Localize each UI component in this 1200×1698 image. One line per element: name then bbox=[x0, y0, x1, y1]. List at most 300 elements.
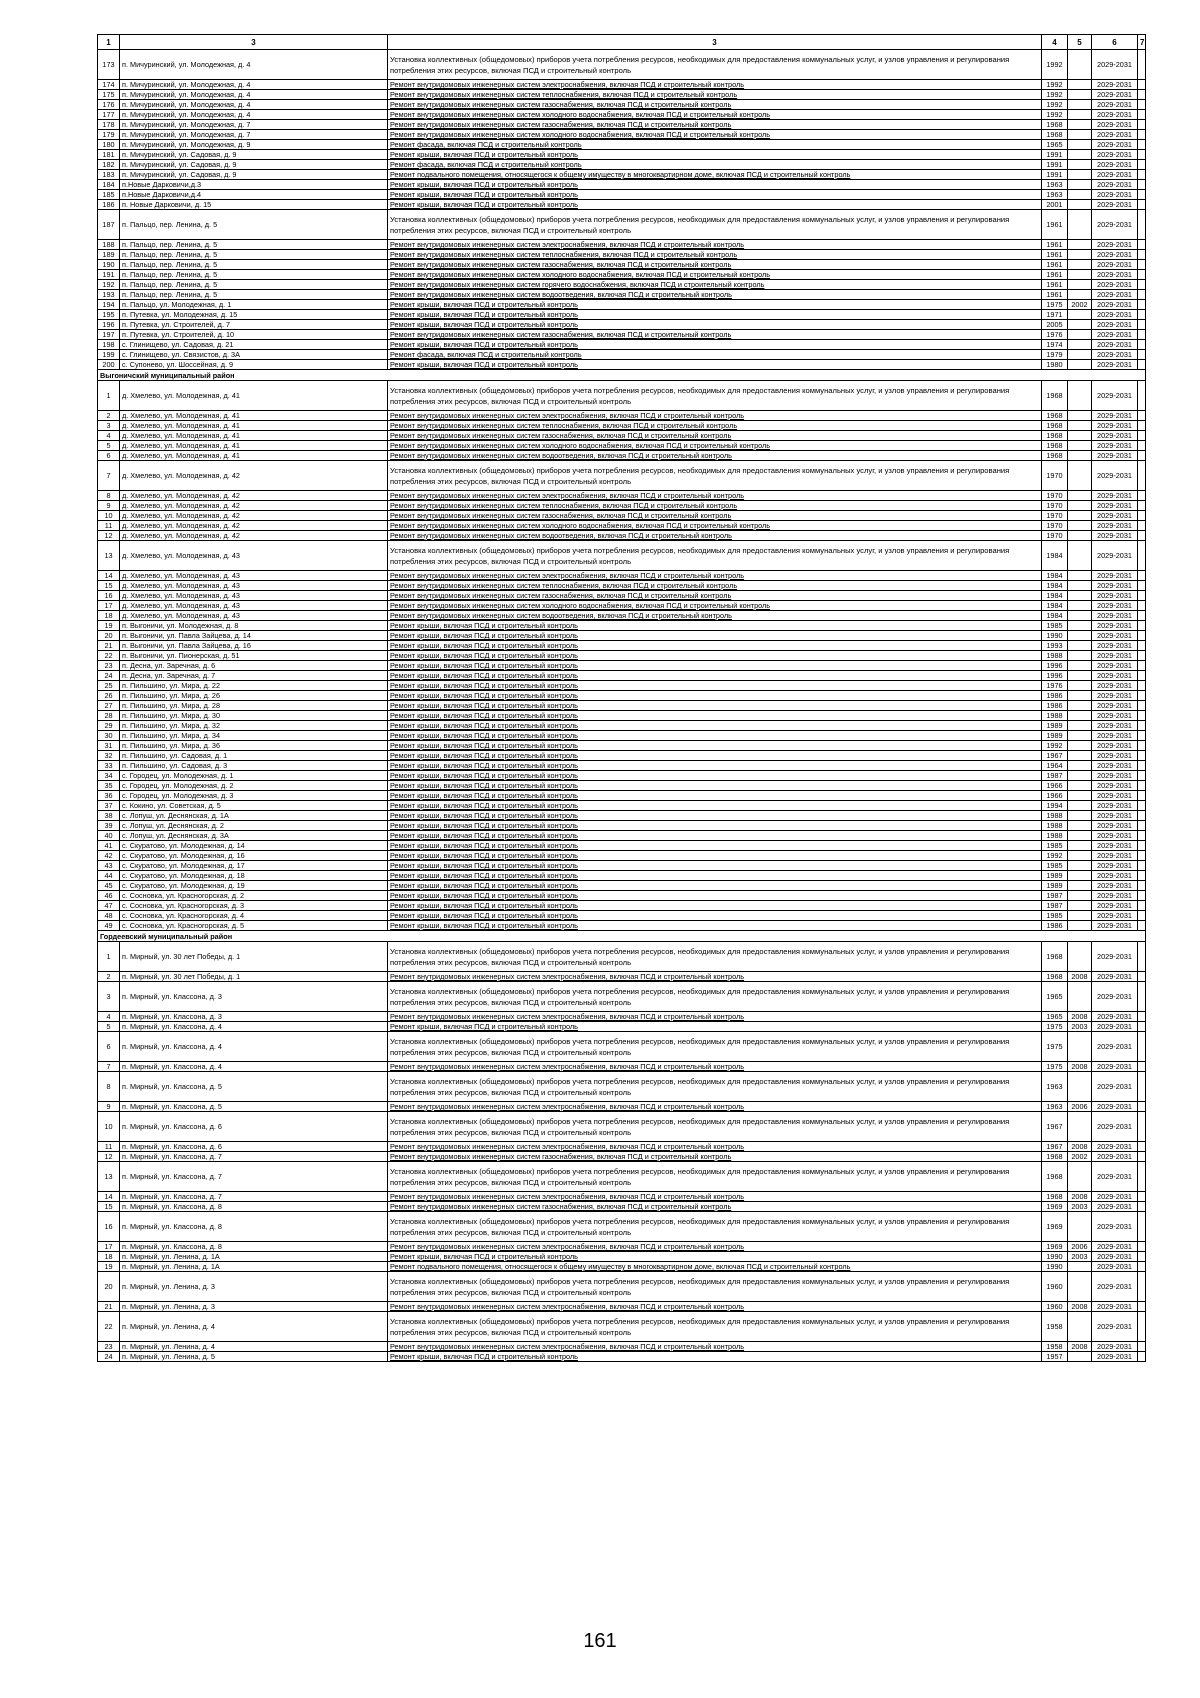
table-row bbox=[98, 821, 1146, 831]
table-row bbox=[98, 1262, 1146, 1272]
row-work-type: Ремонт крыши, включая ПСД и строительный контроль bbox=[388, 1022, 1042, 1032]
row-number: 198 bbox=[98, 340, 120, 350]
row-planned-period: 2029-2031 bbox=[1092, 210, 1138, 240]
row-work-type: Ремонт крыши, включая ПСД и строительный контроль bbox=[388, 701, 1042, 711]
row-address: п. Пильшино, ул. Мира, д. 34 bbox=[120, 731, 388, 741]
row-extra bbox=[1138, 1212, 1146, 1242]
row-last-repair-year: 2008 bbox=[1068, 1302, 1092, 1312]
row-planned-period: 2029-2031 bbox=[1092, 350, 1138, 360]
row-number: 13 bbox=[98, 1162, 120, 1192]
row-planned-period: 2029-2031 bbox=[1092, 921, 1138, 931]
row-number: 173 bbox=[98, 50, 120, 80]
row-planned-period: 2029-2031 bbox=[1092, 811, 1138, 821]
row-number: 195 bbox=[98, 310, 120, 320]
row-extra bbox=[1138, 691, 1146, 701]
row-extra bbox=[1138, 701, 1146, 711]
row-number: 17 bbox=[98, 601, 120, 611]
row-number: 21 bbox=[98, 641, 120, 651]
row-extra bbox=[1138, 611, 1146, 621]
row-last-repair-year bbox=[1068, 250, 1092, 260]
table-row bbox=[98, 972, 1146, 982]
row-number: 14 bbox=[98, 1192, 120, 1202]
row-extra bbox=[1138, 360, 1146, 370]
row-last-repair-year bbox=[1068, 1032, 1092, 1062]
row-last-repair-year bbox=[1068, 811, 1092, 821]
row-last-repair-year bbox=[1068, 290, 1092, 300]
row-planned-period: 2029-2031 bbox=[1092, 360, 1138, 370]
table-row bbox=[98, 130, 1146, 140]
table-row bbox=[98, 110, 1146, 120]
district-name: Выгоничский муниципальный район bbox=[98, 370, 1146, 381]
row-planned-period: 2029-2031 bbox=[1092, 340, 1138, 350]
row-work-type: Ремонт внутридомовых инженерных систем теплоснабжения, включая ПСД и строительный контроль bbox=[388, 421, 1042, 431]
row-planned-period: 2029-2031 bbox=[1092, 841, 1138, 851]
row-last-repair-year bbox=[1068, 160, 1092, 170]
row-last-repair-year bbox=[1068, 661, 1092, 671]
row-extra bbox=[1138, 1032, 1146, 1062]
row-last-repair-year bbox=[1068, 421, 1092, 431]
row-planned-period: 2029-2031 bbox=[1092, 1342, 1138, 1352]
row-number: 186 bbox=[98, 200, 120, 210]
row-build-year: 1960 bbox=[1042, 1302, 1068, 1312]
row-extra bbox=[1138, 911, 1146, 921]
row-planned-period: 2029-2031 bbox=[1092, 250, 1138, 260]
table-row bbox=[98, 881, 1146, 891]
row-planned-period: 2029-2031 bbox=[1092, 871, 1138, 881]
row-planned-period: 2029-2031 bbox=[1092, 300, 1138, 310]
row-build-year: 1968 bbox=[1042, 942, 1068, 972]
row-work-type: Ремонт внутридомовых инженерных систем электроснабжения, включая ПСД и строительный контроль bbox=[388, 80, 1042, 90]
row-last-repair-year bbox=[1068, 891, 1092, 901]
row-last-repair-year bbox=[1068, 982, 1092, 1012]
row-last-repair-year bbox=[1068, 130, 1092, 140]
row-address: п. Выгоничи, ул. Павла Зайцева, д. 16 bbox=[120, 641, 388, 651]
row-address: с. Супонево, ул. Шоссейная, д. 9 bbox=[120, 360, 388, 370]
row-number: 181 bbox=[98, 150, 120, 160]
row-work-type: Ремонт внутридомовых инженерных систем электроснабжения, включая ПСД и строительный контроль bbox=[388, 240, 1042, 250]
row-build-year: 1975 bbox=[1042, 300, 1068, 310]
row-work-type: Ремонт внутридомовых инженерных систем теплоснабжения, включая ПСД и строительный контроль bbox=[388, 250, 1042, 260]
table-row bbox=[98, 421, 1146, 431]
row-extra bbox=[1138, 461, 1146, 491]
row-address: п. Мичуринский, ул. Молодежная, д. 4 bbox=[120, 100, 388, 110]
row-planned-period: 2029-2031 bbox=[1092, 1212, 1138, 1242]
row-work-type: Ремонт крыши, включая ПСД и строительный контроль bbox=[388, 921, 1042, 931]
row-last-repair-year bbox=[1068, 330, 1092, 340]
row-extra bbox=[1138, 881, 1146, 891]
row-work-type: Ремонт крыши, включая ПСД и строительный контроль bbox=[388, 721, 1042, 731]
table-row bbox=[98, 320, 1146, 330]
row-build-year: 1975 bbox=[1042, 1062, 1068, 1072]
row-build-year: 1984 bbox=[1042, 541, 1068, 571]
row-extra bbox=[1138, 170, 1146, 180]
header-cell: 4 bbox=[1042, 35, 1068, 50]
row-last-repair-year bbox=[1068, 461, 1092, 491]
row-build-year: 1968 bbox=[1042, 431, 1068, 441]
table-row bbox=[98, 1202, 1146, 1212]
row-last-repair-year bbox=[1068, 942, 1092, 972]
row-planned-period: 2029-2031 bbox=[1092, 571, 1138, 581]
row-work-type: Ремонт крыши, включая ПСД и строительный контроль bbox=[388, 891, 1042, 901]
row-work-type: Установка коллективных (общедомовых) приборов учета потребления ресурсов, необходимых для предоставления коммунальных услуг, и узлов управления и регулирования потребления этих ресурсов, включая ПСД и строительный контроль bbox=[388, 50, 1042, 80]
table-row bbox=[98, 1012, 1146, 1022]
row-last-repair-year bbox=[1068, 441, 1092, 451]
row-address: д. Хмелево, ул. Молодежная, д. 43 bbox=[120, 591, 388, 601]
row-last-repair-year bbox=[1068, 781, 1092, 791]
table-row bbox=[98, 461, 1146, 491]
row-extra bbox=[1138, 240, 1146, 250]
page-number: 161 bbox=[583, 1630, 617, 1652]
table-row bbox=[98, 521, 1146, 531]
row-number: 2 bbox=[98, 411, 120, 421]
row-build-year: 1979 bbox=[1042, 350, 1068, 360]
header-cell: 5 bbox=[1068, 35, 1092, 50]
row-build-year: 1987 bbox=[1042, 901, 1068, 911]
row-planned-period: 2029-2031 bbox=[1092, 972, 1138, 982]
row-build-year: 1986 bbox=[1042, 701, 1068, 711]
row-address: п. Мирный, ул. Классона, д. 8 bbox=[120, 1202, 388, 1212]
row-address: п. Путевка, ул. Строителей, д. 7 bbox=[120, 320, 388, 330]
row-build-year: 1984 bbox=[1042, 571, 1068, 581]
row-build-year: 1968 bbox=[1042, 1162, 1068, 1192]
row-address: п. Пальцо, пер. Ленина, д. 5 bbox=[120, 280, 388, 290]
row-build-year: 1992 bbox=[1042, 50, 1068, 80]
row-last-repair-year bbox=[1068, 190, 1092, 200]
row-build-year: 1968 bbox=[1042, 1192, 1068, 1202]
row-build-year: 1984 bbox=[1042, 611, 1068, 621]
row-planned-period: 2029-2031 bbox=[1092, 240, 1138, 250]
row-number: 3 bbox=[98, 982, 120, 1012]
row-work-type: Ремонт внутридомовых инженерных систем теплоснабжения, включая ПСД и строительный контроль bbox=[388, 581, 1042, 591]
table-row bbox=[98, 631, 1146, 641]
row-work-type: Ремонт крыши, включая ПСД и строительный контроль bbox=[388, 911, 1042, 921]
table-row bbox=[98, 1272, 1146, 1302]
row-number: 17 bbox=[98, 1242, 120, 1252]
row-number: 2 bbox=[98, 972, 120, 982]
row-build-year: 1975 bbox=[1042, 1032, 1068, 1062]
row-last-repair-year bbox=[1068, 350, 1092, 360]
row-extra bbox=[1138, 1102, 1146, 1112]
row-build-year: 1967 bbox=[1042, 1142, 1068, 1152]
table-row bbox=[98, 581, 1146, 591]
row-work-type: Ремонт внутридомовых инженерных систем электроснабжения, включая ПСД и строительный контроль bbox=[388, 1062, 1042, 1072]
row-number: 16 bbox=[98, 591, 120, 601]
row-build-year: 1970 bbox=[1042, 491, 1068, 501]
table-row bbox=[98, 330, 1146, 340]
row-extra bbox=[1138, 80, 1146, 90]
row-extra bbox=[1138, 791, 1146, 801]
row-build-year: 1974 bbox=[1042, 340, 1068, 350]
row-last-repair-year bbox=[1068, 511, 1092, 521]
table-row bbox=[98, 1022, 1146, 1032]
row-work-type: Ремонт внутридомовых инженерных систем газоснабжения, включая ПСД и строительный контроль bbox=[388, 100, 1042, 110]
row-last-repair-year bbox=[1068, 90, 1092, 100]
row-address: д. Хмелево, ул. Молодежная, д. 43 bbox=[120, 541, 388, 571]
row-last-repair-year bbox=[1068, 691, 1092, 701]
row-address: п. Мирный, ул. Ленина, д. 1А bbox=[120, 1252, 388, 1262]
table-row bbox=[98, 641, 1146, 651]
row-planned-period: 2029-2031 bbox=[1092, 761, 1138, 771]
row-build-year: 1990 bbox=[1042, 1252, 1068, 1262]
row-address: п.Новые Дарковичи,д.3 bbox=[120, 180, 388, 190]
row-build-year: 1987 bbox=[1042, 771, 1068, 781]
row-number: 7 bbox=[98, 461, 120, 491]
table-row bbox=[98, 942, 1146, 972]
row-number: 47 bbox=[98, 901, 120, 911]
row-last-repair-year bbox=[1068, 531, 1092, 541]
row-build-year: 1988 bbox=[1042, 711, 1068, 721]
row-extra bbox=[1138, 110, 1146, 120]
row-work-type: Ремонт внутридомовых инженерных систем электроснабжения, включая ПСД и строительный контроль bbox=[388, 1192, 1042, 1202]
row-build-year: 1964 bbox=[1042, 761, 1068, 771]
row-work-type: Ремонт крыши, включая ПСД и строительный контроль bbox=[388, 861, 1042, 871]
row-extra bbox=[1138, 1272, 1146, 1302]
row-work-type: Ремонт внутридомовых инженерных систем водоотведения, включая ПСД и строительный контроль bbox=[388, 451, 1042, 461]
row-work-type: Ремонт крыши, включая ПСД и строительный контроль bbox=[388, 651, 1042, 661]
row-work-type: Ремонт внутридомовых инженерных систем газоснабжения, включая ПСД и строительный контроль bbox=[388, 1202, 1042, 1212]
table-row bbox=[98, 681, 1146, 691]
row-build-year: 1968 bbox=[1042, 411, 1068, 421]
row-address: с. Скуратово, ул. Молодежная, д. 16 bbox=[120, 851, 388, 861]
row-build-year: 1984 bbox=[1042, 591, 1068, 601]
row-work-type: Ремонт внутридомовых инженерных систем теплоснабжения, включая ПСД и строительный контроль bbox=[388, 90, 1042, 100]
row-number: 175 bbox=[98, 90, 120, 100]
row-address: п. Мирный, ул. Классона, д. 3 bbox=[120, 1012, 388, 1022]
row-last-repair-year bbox=[1068, 571, 1092, 581]
row-extra bbox=[1138, 621, 1146, 631]
row-last-repair-year bbox=[1068, 170, 1092, 180]
row-planned-period: 2029-2031 bbox=[1092, 1152, 1138, 1162]
table-row bbox=[98, 671, 1146, 681]
table-row bbox=[98, 501, 1146, 511]
row-planned-period: 2029-2031 bbox=[1092, 751, 1138, 761]
row-planned-period: 2029-2031 bbox=[1092, 1062, 1138, 1072]
row-build-year: 1988 bbox=[1042, 821, 1068, 831]
row-build-year: 1991 bbox=[1042, 150, 1068, 160]
row-work-type: Ремонт внутридомовых инженерных систем электроснабжения, включая ПСД и строительный контроль bbox=[388, 1012, 1042, 1022]
row-number: 191 bbox=[98, 270, 120, 280]
table-row bbox=[98, 350, 1146, 360]
table-row bbox=[98, 1252, 1146, 1262]
row-address: с. Городец, ул. Молодежная, д. 2 bbox=[120, 781, 388, 791]
row-build-year: 1992 bbox=[1042, 100, 1068, 110]
row-address: п. Десна, ул. Заречная, д. 7 bbox=[120, 671, 388, 681]
row-work-type: Ремонт крыши, включая ПСД и строительный контроль bbox=[388, 150, 1042, 160]
row-build-year: 1992 bbox=[1042, 851, 1068, 861]
row-work-type: Ремонт крыши, включая ПСД и строительный контроль bbox=[388, 781, 1042, 791]
table-row bbox=[98, 982, 1146, 1012]
row-work-type: Ремонт фасада, включая ПСД и строительный контроль bbox=[388, 160, 1042, 170]
row-planned-period: 2029-2031 bbox=[1092, 621, 1138, 631]
row-address: п. Мирный, ул. Классона, д. 8 bbox=[120, 1242, 388, 1252]
row-last-repair-year bbox=[1068, 881, 1092, 891]
row-number: 48 bbox=[98, 911, 120, 921]
row-number: 5 bbox=[98, 1022, 120, 1032]
row-last-repair-year bbox=[1068, 340, 1092, 350]
row-work-type: Ремонт внутридомовых инженерных систем водоотведения, включая ПСД и строительный контроль bbox=[388, 290, 1042, 300]
table-row bbox=[98, 50, 1146, 80]
row-address: п. Пильшино, ул. Мира, д. 28 bbox=[120, 701, 388, 711]
row-planned-period: 2029-2031 bbox=[1092, 631, 1138, 641]
row-number: 11 bbox=[98, 1142, 120, 1152]
row-last-repair-year bbox=[1068, 721, 1092, 731]
row-last-repair-year bbox=[1068, 771, 1092, 781]
row-address: п. Мирный, ул. Классона, д. 7 bbox=[120, 1192, 388, 1202]
row-extra bbox=[1138, 90, 1146, 100]
row-planned-period: 2029-2031 bbox=[1092, 901, 1138, 911]
row-number: 19 bbox=[98, 1262, 120, 1272]
row-last-repair-year: 2002 bbox=[1068, 300, 1092, 310]
row-number: 37 bbox=[98, 801, 120, 811]
row-planned-period: 2029-2031 bbox=[1092, 270, 1138, 280]
row-work-type: Ремонт внутридомовых инженерных систем водоотведения, включая ПСД и строительный контроль bbox=[388, 611, 1042, 621]
row-number: 3 bbox=[98, 421, 120, 431]
row-build-year: 1970 bbox=[1042, 501, 1068, 511]
row-work-type: Ремонт крыши, включая ПСД и строительный контроль bbox=[388, 1252, 1042, 1262]
row-last-repair-year: 2003 bbox=[1068, 1022, 1092, 1032]
row-extra bbox=[1138, 511, 1146, 521]
row-number: 18 bbox=[98, 611, 120, 621]
row-planned-period: 2029-2031 bbox=[1092, 150, 1138, 160]
row-last-repair-year bbox=[1068, 1312, 1092, 1342]
row-extra bbox=[1138, 310, 1146, 320]
row-build-year: 1976 bbox=[1042, 330, 1068, 340]
table-row bbox=[98, 90, 1146, 100]
row-address: с. Городец, ул. Молодежная, д. 3 bbox=[120, 791, 388, 801]
table-row bbox=[98, 691, 1146, 701]
row-build-year: 1986 bbox=[1042, 921, 1068, 931]
row-number: 24 bbox=[98, 1352, 120, 1362]
table-row bbox=[98, 100, 1146, 110]
row-work-type: Ремонт внутридомовых инженерных систем газоснабжения, включая ПСД и строительный контроль bbox=[388, 511, 1042, 521]
row-number: 28 bbox=[98, 711, 120, 721]
table-row bbox=[98, 761, 1146, 771]
row-number: 38 bbox=[98, 811, 120, 821]
table-row bbox=[98, 701, 1146, 711]
row-work-type: Ремонт крыши, включая ПСД и строительный контроль bbox=[388, 631, 1042, 641]
row-address: с. Глинищево, ул. Связистов, д. 3А bbox=[120, 350, 388, 360]
row-address: п.Новые Дарковичи,д.4 bbox=[120, 190, 388, 200]
row-work-type: Ремонт крыши, включая ПСД и строительный контроль bbox=[388, 711, 1042, 721]
row-extra bbox=[1138, 631, 1146, 641]
row-work-type: Установка коллективных (общедомовых) приборов учета потребления ресурсов, необходимых для предоставления коммунальных услуг, и узлов управления и регулирования потребления этих ресурсов, включая ПСД и строительный контроль bbox=[388, 982, 1042, 1012]
row-last-repair-year bbox=[1068, 701, 1092, 711]
row-planned-period: 2029-2031 bbox=[1092, 130, 1138, 140]
row-last-repair-year bbox=[1068, 1112, 1092, 1142]
table-row bbox=[98, 290, 1146, 300]
row-number: 190 bbox=[98, 260, 120, 270]
row-build-year: 1967 bbox=[1042, 751, 1068, 761]
row-extra bbox=[1138, 821, 1146, 831]
row-address: с. Сосновка, ул. Красногорская, д. 5 bbox=[120, 921, 388, 931]
row-work-type: Ремонт крыши, включая ПСД и строительный контроль bbox=[388, 340, 1042, 350]
row-build-year: 1968 bbox=[1042, 120, 1068, 130]
header-cell: 7 bbox=[1138, 35, 1146, 50]
row-planned-period: 2029-2031 bbox=[1092, 781, 1138, 791]
row-extra bbox=[1138, 841, 1146, 851]
row-work-type: Ремонт внутридомовых инженерных систем теплоснабжения, включая ПСД и строительный контроль bbox=[388, 501, 1042, 511]
row-number: 23 bbox=[98, 1342, 120, 1352]
row-number: 9 bbox=[98, 501, 120, 511]
row-work-type: Установка коллективных (общедомовых) приборов учета потребления ресурсов, необходимых для предоставления коммунальных услуг, и узлов управления и регулирования потребления этих ресурсов, включая ПСД и строительный контроль bbox=[388, 461, 1042, 491]
row-number: 196 bbox=[98, 320, 120, 330]
row-last-repair-year bbox=[1068, 1352, 1092, 1362]
row-address: п. Пильшино, ул. Садовая, д. 1 bbox=[120, 751, 388, 761]
row-extra bbox=[1138, 851, 1146, 861]
row-planned-period: 2029-2031 bbox=[1092, 521, 1138, 531]
table-row bbox=[98, 851, 1146, 861]
table-row bbox=[98, 170, 1146, 180]
row-build-year: 1970 bbox=[1042, 461, 1068, 491]
table-row bbox=[98, 80, 1146, 90]
row-address: п. Мирный, ул. Классона, д. 5 bbox=[120, 1072, 388, 1102]
row-work-type: Ремонт крыши, включая ПСД и строительный контроль bbox=[388, 190, 1042, 200]
row-number: 45 bbox=[98, 881, 120, 891]
row-planned-period: 2029-2031 bbox=[1092, 1242, 1138, 1252]
row-work-type: Ремонт крыши, включая ПСД и строительный контроль bbox=[388, 901, 1042, 911]
row-number: 1 bbox=[98, 942, 120, 972]
row-planned-period: 2029-2031 bbox=[1092, 461, 1138, 491]
row-last-repair-year bbox=[1068, 521, 1092, 531]
row-build-year: 1989 bbox=[1042, 731, 1068, 741]
row-number: 177 bbox=[98, 110, 120, 120]
row-work-type: Ремонт крыши, включая ПСД и строительный контроль bbox=[388, 621, 1042, 631]
row-last-repair-year bbox=[1068, 100, 1092, 110]
row-extra bbox=[1138, 150, 1146, 160]
row-address: п. Пальцо, пер. Ленина, д. 5 bbox=[120, 260, 388, 270]
row-number: 42 bbox=[98, 851, 120, 861]
row-address: п. Пальцо, ул. Молодежная, д. 1 bbox=[120, 300, 388, 310]
row-extra bbox=[1138, 942, 1146, 972]
row-number: 197 bbox=[98, 330, 120, 340]
row-planned-period: 2029-2031 bbox=[1092, 100, 1138, 110]
table-row bbox=[98, 791, 1146, 801]
row-number: 49 bbox=[98, 921, 120, 931]
row-address: п. Мирный, ул. Ленина, д. 5 bbox=[120, 1352, 388, 1362]
row-work-type: Ремонт внутридомовых инженерных систем водоотведения, включая ПСД и строительный контроль bbox=[388, 531, 1042, 541]
table-row bbox=[98, 831, 1146, 841]
row-extra bbox=[1138, 1152, 1146, 1162]
row-work-type: Ремонт внутридомовых инженерных систем электроснабжения, включая ПСД и строительный контроль bbox=[388, 411, 1042, 421]
row-extra bbox=[1138, 340, 1146, 350]
row-last-repair-year bbox=[1068, 731, 1092, 741]
row-address: п. Путевка, ул. Строителей, д. 10 bbox=[120, 330, 388, 340]
row-planned-period: 2029-2031 bbox=[1092, 531, 1138, 541]
row-planned-period: 2029-2031 bbox=[1092, 831, 1138, 841]
row-extra bbox=[1138, 731, 1146, 741]
row-last-repair-year bbox=[1068, 851, 1092, 861]
row-last-repair-year bbox=[1068, 270, 1092, 280]
row-work-type: Ремонт крыши, включая ПСД и строительный контроль bbox=[388, 1352, 1042, 1362]
row-build-year: 1961 bbox=[1042, 210, 1068, 240]
row-build-year: 1992 bbox=[1042, 90, 1068, 100]
row-last-repair-year: 2008 bbox=[1068, 972, 1092, 982]
row-work-type: Ремонт внутридомовых инженерных систем электроснабжения, включая ПСД и строительный контроль bbox=[388, 1242, 1042, 1252]
row-build-year: 1966 bbox=[1042, 781, 1068, 791]
table-row bbox=[98, 801, 1146, 811]
row-number: 15 bbox=[98, 581, 120, 591]
row-extra bbox=[1138, 671, 1146, 681]
table-row bbox=[98, 1342, 1146, 1352]
row-last-repair-year bbox=[1068, 491, 1092, 501]
row-work-type: Установка коллективных (общедомовых) приборов учета потребления ресурсов, необходимых для предоставления коммунальных услуг, и узлов управления и регулирования потребления этих ресурсов, включая ПСД и строительный контроль bbox=[388, 1312, 1042, 1342]
row-build-year: 1985 bbox=[1042, 841, 1068, 851]
row-build-year: 1988 bbox=[1042, 811, 1068, 821]
table-row bbox=[98, 511, 1146, 521]
table-row bbox=[98, 1162, 1146, 1192]
row-extra bbox=[1138, 421, 1146, 431]
row-planned-period: 2029-2031 bbox=[1092, 90, 1138, 100]
